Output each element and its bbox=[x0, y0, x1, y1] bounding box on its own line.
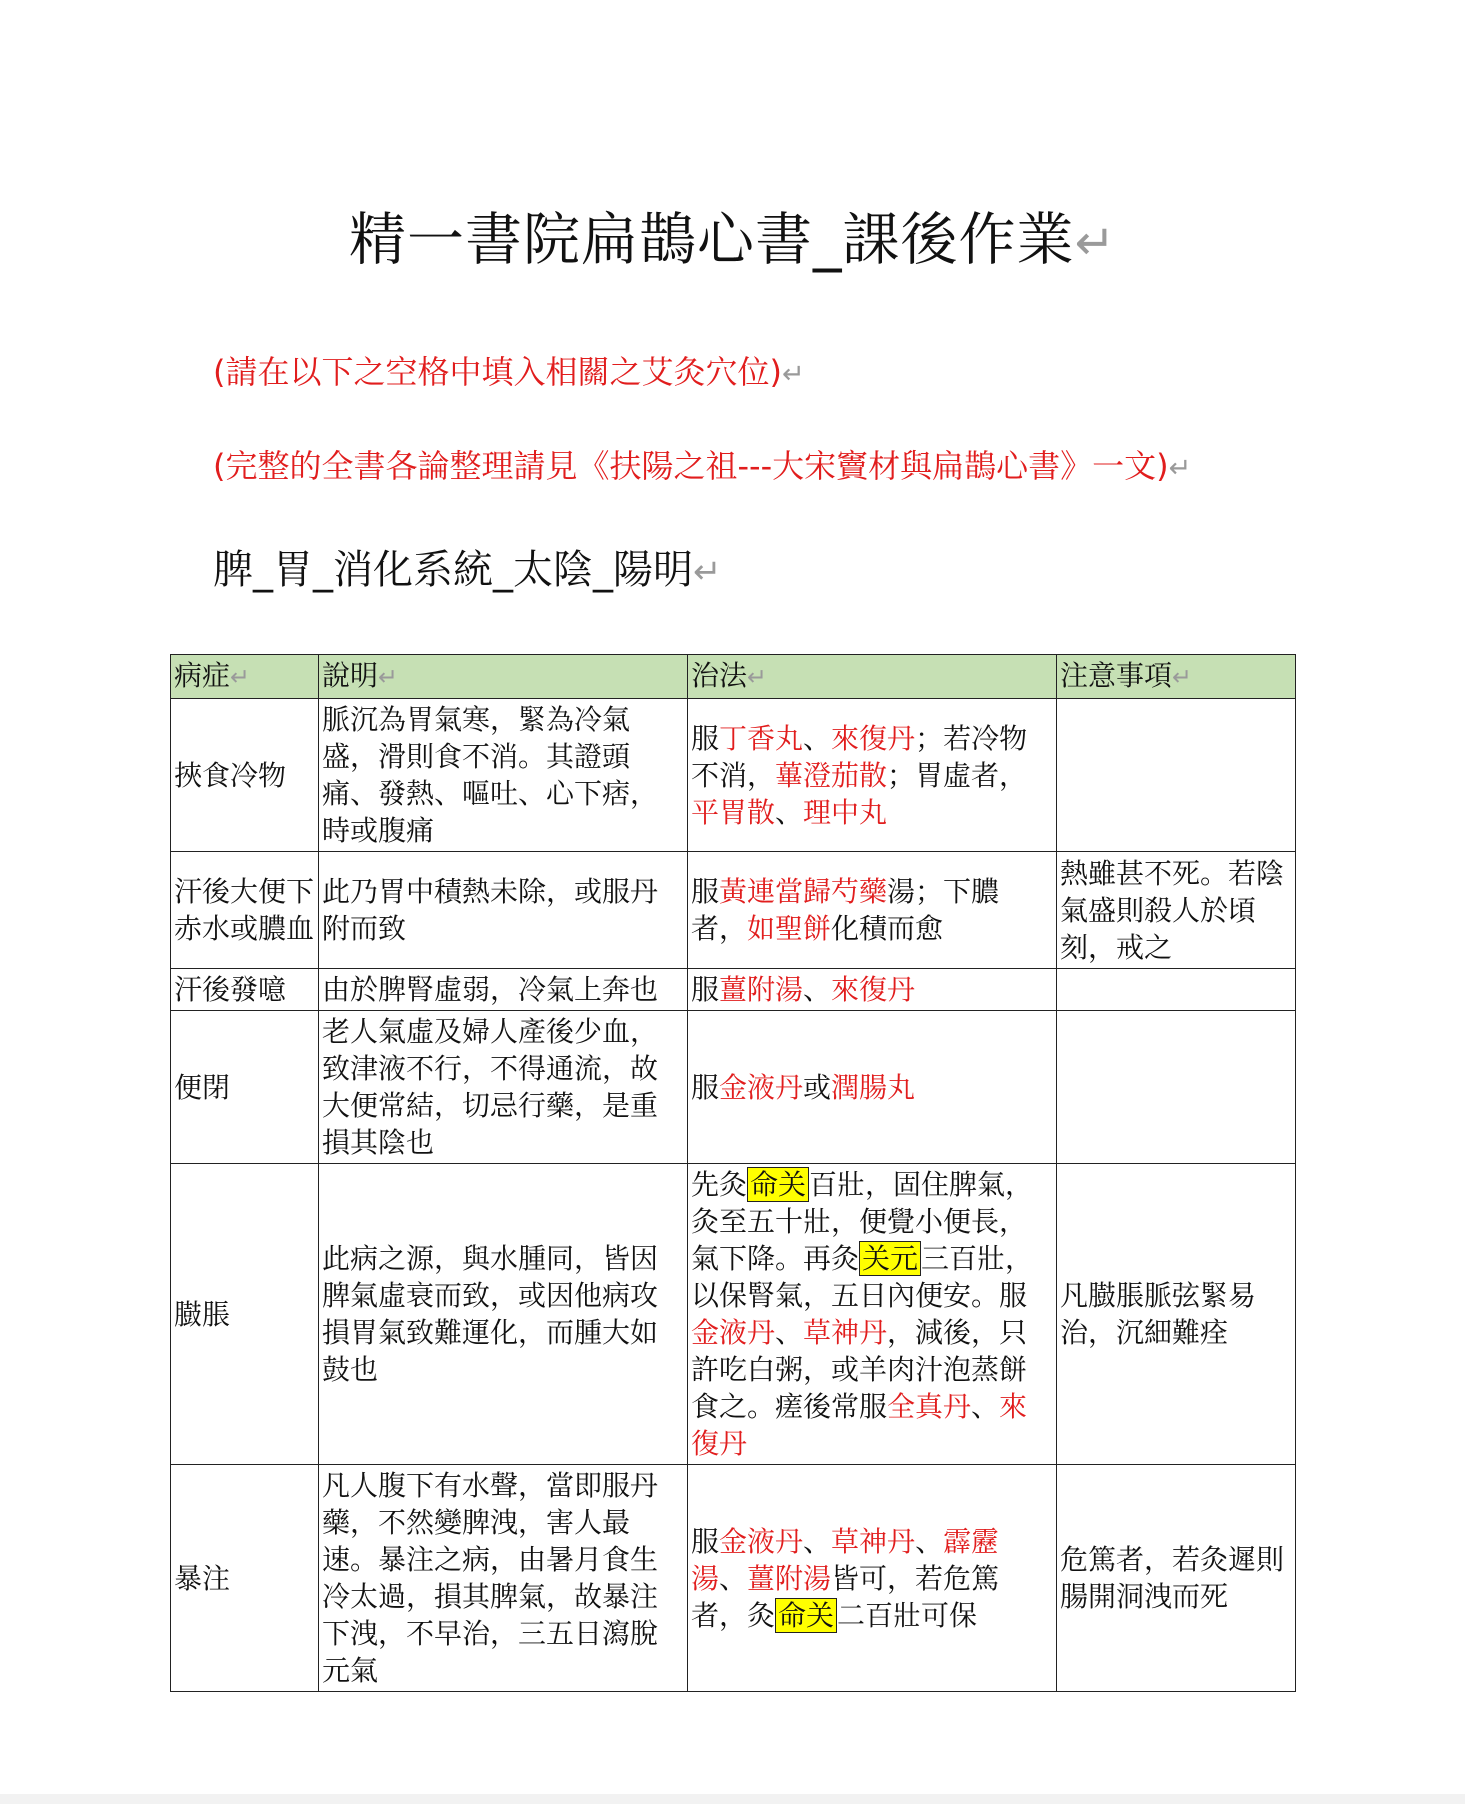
table-row bbox=[171, 1465, 1296, 1692]
treatment-text: 服 bbox=[691, 973, 720, 1006]
description-cell[interactable]: 老人氣虛及婦人產後少血，致津液不行，不得通流，故大便常結，切忌行藥，是重損其陰也 bbox=[319, 1011, 688, 1164]
table-row bbox=[171, 969, 1296, 1011]
treatment-text: 、 bbox=[803, 721, 832, 755]
treatment-cell[interactable] bbox=[688, 1465, 1057, 1692]
instruction-note: (請在以下之空格中填入相關之艾灸穴位)↵ bbox=[213, 353, 805, 391]
notes-cell[interactable] bbox=[1057, 1011, 1296, 1164]
acupoint-highlight: 命关 bbox=[775, 1598, 837, 1633]
treatment-text: 、 bbox=[971, 1390, 1000, 1423]
paragraph-mark: ↵ bbox=[693, 552, 722, 592]
treatment-cell[interactable] bbox=[688, 1011, 1057, 1164]
treatment-text: 服 bbox=[691, 1070, 720, 1104]
document-title: 精一書院扁鵲心書_課後作業↵ bbox=[348, 207, 1117, 273]
treatment-text: 皆可，若危篤者，灸 bbox=[691, 1561, 1000, 1632]
treatment-text: 、 bbox=[803, 973, 832, 1006]
treatment-text: 三百壯，以保腎氣，五日內便安。服 bbox=[691, 1242, 1034, 1312]
table-row bbox=[171, 1011, 1296, 1164]
description-cell[interactable]: 由於脾腎虛弱，冷氣上奔也 bbox=[319, 969, 688, 1011]
treatment-text: 先灸 bbox=[691, 1168, 748, 1201]
remedy-name: 如聖餅 bbox=[747, 912, 832, 945]
treatment-text: 二百壯可保 bbox=[837, 1598, 978, 1632]
notes-cell[interactable]: 熱雖甚不死。若陰氣盛則殺人於頃刻，戒之 bbox=[1057, 852, 1296, 969]
remedy-name: 來復丹 bbox=[831, 721, 916, 755]
remedy-name: 金液丹 bbox=[719, 1524, 804, 1558]
symptom-cell[interactable]: 便閉 bbox=[171, 1011, 319, 1164]
remedy-name: 霹靂湯 bbox=[691, 1524, 1000, 1595]
header-description: 說明↵ bbox=[319, 655, 688, 699]
treatment-table bbox=[170, 654, 1296, 1692]
treatment-text: 、 bbox=[803, 1524, 832, 1558]
section-heading: 脾_胃_消化系統_太陰_陽明↵ bbox=[213, 547, 722, 593]
treatment-text: 化積而愈 bbox=[831, 912, 944, 945]
remedy-name: 理中丸 bbox=[803, 795, 888, 829]
treatment-text: 、 bbox=[775, 795, 804, 829]
remedy-name: 草神丹 bbox=[803, 1316, 888, 1349]
treatment-text: 服 bbox=[691, 721, 720, 755]
notes-cell[interactable]: 危篤者，若灸遲則腸開洞洩而死 bbox=[1057, 1465, 1296, 1692]
header-treatment: 治法↵ bbox=[688, 655, 1057, 699]
notes-cell[interactable] bbox=[1057, 969, 1296, 1011]
remedy-name: 草神丹 bbox=[831, 1524, 916, 1558]
remedy-name: 全真丹 bbox=[887, 1390, 972, 1423]
remedy-name: 來復丹 bbox=[831, 973, 916, 1006]
header-notes: 注意事項↵ bbox=[1057, 655, 1296, 699]
notes-cell[interactable] bbox=[1057, 699, 1296, 852]
page-bottom-edge bbox=[0, 1794, 1465, 1804]
symptom-cell[interactable]: 汗後大便下赤水或膿血 bbox=[171, 852, 319, 969]
treatment-text: ；若冷物不消， bbox=[691, 721, 1028, 792]
treatment-text: 服 bbox=[691, 875, 720, 908]
description-cell[interactable]: 脈沉為胃氣寒，緊為冷氣盛，滑則食不消。其證頭痛、發熱、嘔吐、心下痞，時或腹痛 bbox=[319, 699, 688, 852]
table-row bbox=[171, 852, 1296, 969]
treatment-text: 湯；下膿者， bbox=[691, 875, 1000, 945]
remedy-name: 薑附湯 bbox=[747, 1561, 832, 1595]
remedy-name: 蓽澄茄散 bbox=[775, 758, 888, 792]
treatment-text: ，減後，只許吃白粥，或羊肉汁泡蒸餅食之。瘥後常服 bbox=[691, 1316, 1028, 1423]
treatment-cell[interactable] bbox=[688, 969, 1057, 1011]
treatment-cell[interactable] bbox=[688, 699, 1057, 852]
acupoint-highlight: 命关 bbox=[747, 1167, 809, 1202]
remedy-name: 潤腸丸 bbox=[831, 1070, 916, 1104]
treatment-cell[interactable] bbox=[688, 852, 1057, 969]
treatment-text: 或 bbox=[803, 1070, 832, 1104]
remedy-name: 金液丹 bbox=[691, 1316, 776, 1349]
treatment-text: 、 bbox=[915, 1524, 944, 1558]
remedy-name: 丁香丸 bbox=[719, 721, 804, 755]
remedy-name: 黃連當歸芍藥 bbox=[719, 875, 888, 908]
treatment-text: ；胃虛者， bbox=[887, 758, 1028, 792]
remedy-name: 來復丹 bbox=[691, 1390, 1028, 1460]
symptom-cell[interactable]: 挾食冷物 bbox=[171, 699, 319, 852]
table-header-row bbox=[171, 655, 1296, 699]
symptom-cell[interactable]: 臌脹 bbox=[171, 1164, 319, 1465]
symptom-cell[interactable]: 汗後發噫 bbox=[171, 969, 319, 1011]
paragraph-mark: ↵ bbox=[1168, 453, 1192, 484]
table-row bbox=[171, 1164, 1296, 1465]
remedy-name: 平胃散 bbox=[691, 795, 776, 829]
treatment-text: 、 bbox=[775, 1316, 804, 1349]
description-cell[interactable]: 此病之源，與水腫同，皆因脾氣虛衰而致，或因他病攻損胃氣致難運化，而腫大如鼓也 bbox=[319, 1164, 688, 1465]
table-row bbox=[171, 699, 1296, 852]
header-symptom: 病症↵ bbox=[171, 655, 319, 699]
reference-note: (完整的全書各論整理請見《扶陽之祖---大宋竇材與扁鵲心書》一文)↵ bbox=[213, 447, 1192, 485]
acupoint-highlight: 关元 bbox=[859, 1241, 921, 1276]
treatment-text: 百壯，固住脾氣，灸至五十壯，便覺小便長，氣下降。再灸 bbox=[691, 1168, 1034, 1275]
symptom-cell[interactable]: 暴注 bbox=[171, 1465, 319, 1692]
paragraph-mark: ↵ bbox=[781, 359, 805, 390]
treatment-text: 服 bbox=[691, 1524, 720, 1558]
notes-cell[interactable]: 凡臌脹脈弦緊易治，沉細難痊 bbox=[1057, 1164, 1296, 1465]
remedy-name: 薑附湯 bbox=[719, 973, 804, 1006]
remedy-name: 金液丹 bbox=[719, 1070, 804, 1104]
paragraph-mark: ↵ bbox=[1074, 215, 1117, 271]
description-cell[interactable]: 凡人腹下有水聲，當即服丹藥，不然變脾洩，害人最速。暴注之病，由暑月食生冷太過，損其脾氣，故暴注下洩，不早治，三五日瀉脫元氣 bbox=[319, 1465, 688, 1692]
description-cell[interactable]: 此乃胃中積熱未除，或服丹附而致 bbox=[319, 852, 688, 969]
treatment-text: 、 bbox=[719, 1561, 748, 1595]
treatment-cell[interactable] bbox=[688, 1164, 1057, 1465]
